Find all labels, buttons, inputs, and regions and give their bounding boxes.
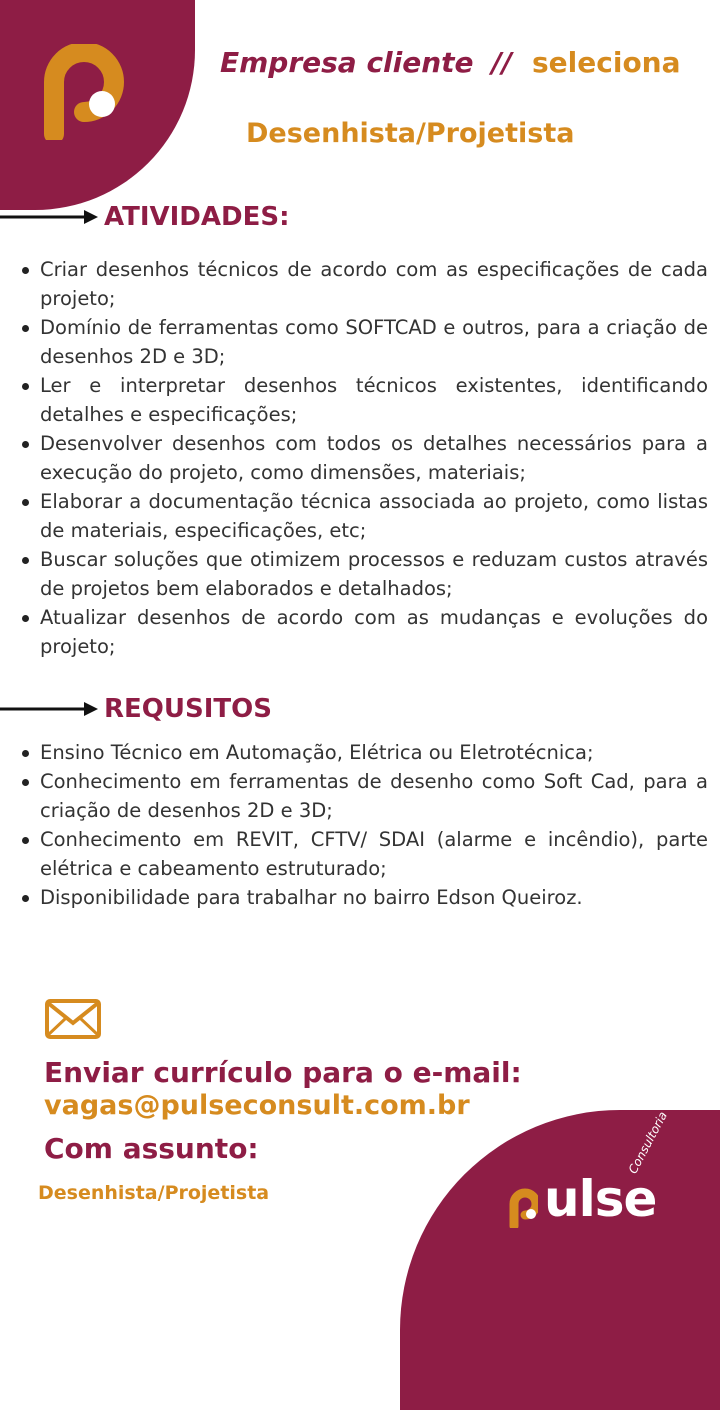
list-item: Atualizar desenhos de acordo com as mudanças e evoluções do projeto; (20, 603, 708, 661)
list-item: Desenvolver desenhos com todos os detalhes necessários para a execução do projeto, como dimensões, materiais; (20, 429, 708, 487)
envelope-icon (44, 998, 102, 1040)
list-item: Ler e interpretar desenhos técnicos existentes, identificando detalhes e especificações; (20, 371, 708, 429)
job-title: Desenhista/Projetista (246, 118, 575, 149)
requirements-list (20, 738, 708, 912)
arrow-right-icon (0, 202, 100, 232)
brand-tagline: Consultoria (625, 1109, 671, 1176)
contact-email[interactable]: vagas@pulseconsult.com.br (44, 1090, 470, 1121)
header-separator: // (491, 46, 512, 79)
requirements-heading (0, 694, 272, 724)
list-item: Buscar soluções que otimizem processos e reduzam custos através de projetos bem elaborados e detalhados; (20, 545, 708, 603)
activities-heading (0, 202, 289, 232)
subject-value: Desenhista/Projetista (38, 1182, 270, 1204)
list-item: Ensino Técnico em Automação, Elétrica ou Eletrotécnica; (20, 738, 708, 767)
requirements-heading-label: REQUSITOS (104, 694, 272, 724)
subject-label: Com assunto: (44, 1132, 259, 1165)
send-resume-label: Enviar currículo para o e-mail: (44, 1056, 522, 1089)
header-verb: seleciona (532, 46, 681, 79)
list-item: Conhecimento em ferramentas de desenho como Soft Cad, para a criação de desenhos 2D e 3D; (20, 767, 708, 825)
pulse-logo-icon (44, 44, 124, 140)
company-name: Empresa cliente (220, 46, 474, 79)
pulse-brand-logo (508, 1109, 684, 1238)
arrow-right-icon (0, 694, 100, 724)
brand-wordmark: ulse (544, 1170, 657, 1228)
brand-p-icon (508, 1188, 538, 1228)
list-item: Domínio de ferramentas como SOFTCAD e outros, para a criação de desenhos 2D e 3D; (20, 313, 708, 371)
header-line (220, 46, 700, 79)
list-item: Disponibilidade para trabalhar no bairro Edson Queiroz. (20, 883, 708, 912)
list-item: Conhecimento em REVIT, CFTV/ SDAI (alarme e incêndio), parte elétrica e cabeamento estruturado; (20, 825, 708, 883)
activities-list (20, 255, 708, 661)
list-item: Criar desenhos técnicos de acordo com as especificações de cada projeto; (20, 255, 708, 313)
activities-heading-label: ATIVIDADES: (104, 202, 290, 232)
bottom-right-decoration (400, 1110, 720, 1410)
list-item: Elaborar a documentação técnica associada ao projeto, como listas de materiais, especificações, etc; (20, 487, 708, 545)
